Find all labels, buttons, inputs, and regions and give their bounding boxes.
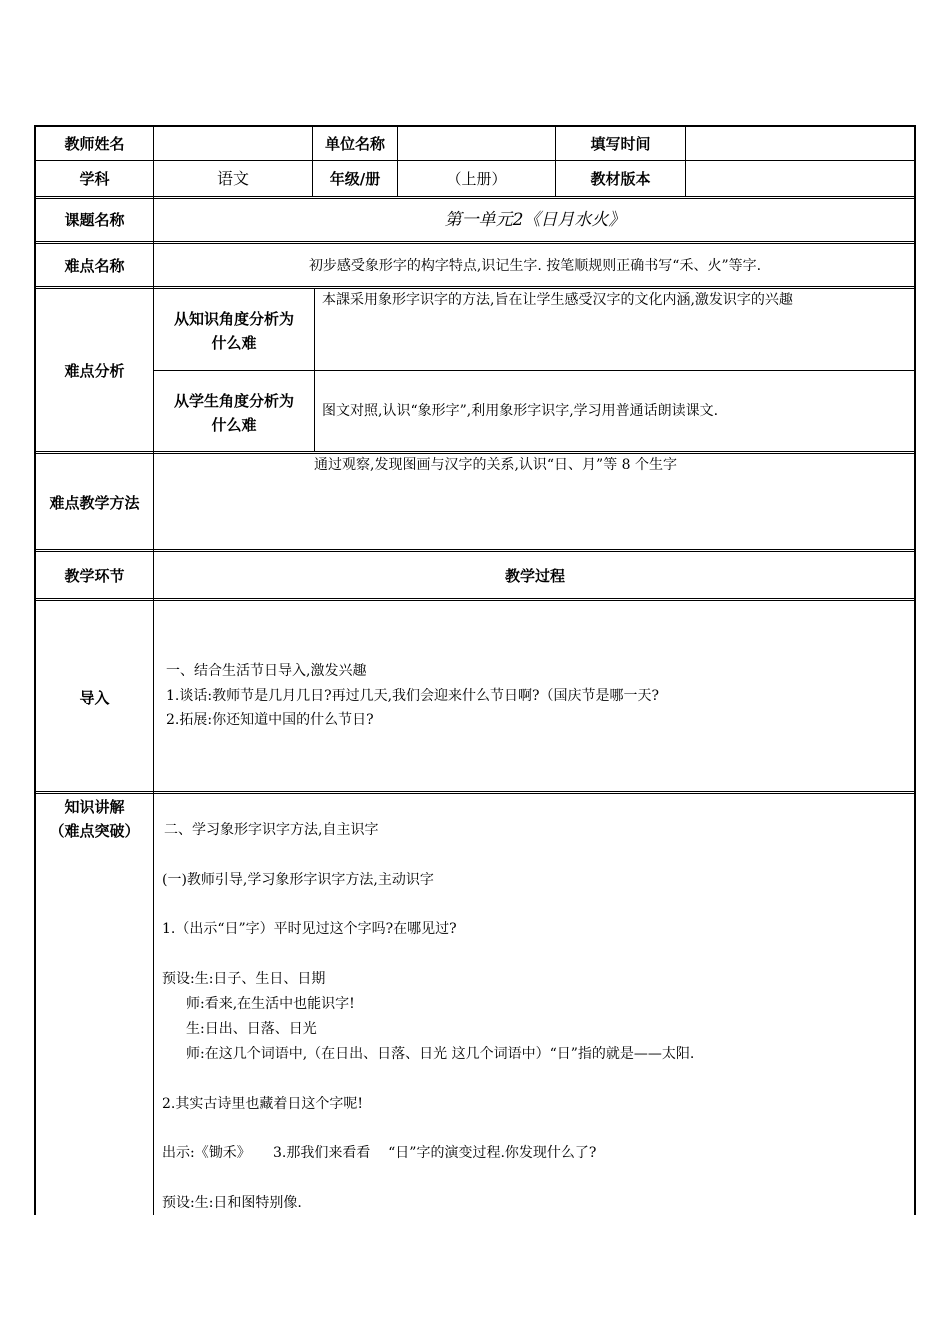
textbook-label: 教材版本 <box>590 170 651 188</box>
fill-time-label: 填写时间 <box>590 135 651 153</box>
row-divider <box>34 243 916 244</box>
knowledge-angle-value: 本課采用象形字识字的方法,旨在让学生感受汉字的文化内涵,激发识字的兴趣 <box>322 292 793 308</box>
difficulty-name-label: 难点名称 <box>64 257 125 275</box>
intro-line: 1.谈话:教师节是几月几日?再过几天,我们会迎来什么节日啊?（国庆节是哪一天? <box>166 688 660 704</box>
teaching-process-header: 教学过程 <box>504 567 565 585</box>
row-divider <box>34 453 916 454</box>
knowledge-label-line2: （难点突破） <box>49 822 140 840</box>
knowledge-line: 预设:生:日子、生日、日期 <box>162 971 326 987</box>
knowledge-line: 二、学习象形字识字方法,自主识字 <box>164 822 379 838</box>
knowledge-line: 生:日出、日落、日光 <box>186 1021 317 1037</box>
lesson-label: 课题名称 <box>64 211 125 229</box>
column-divider <box>153 125 154 1215</box>
column-divider <box>685 125 686 197</box>
row-divider <box>34 286 916 287</box>
knowledge-line: 师:在这几个词语中,（在日出、日落、日光 这几个词语中）“日”指的就是——太阳. <box>186 1046 695 1062</box>
row-divider <box>34 551 916 552</box>
knowledge-line: (一)教师引导,学习象形字识字方法,主动识字 <box>162 872 434 888</box>
teacher-name-label: 教师姓名 <box>64 135 125 153</box>
row-divider <box>34 241 916 242</box>
teaching-method-value: 通过观察,发现图画与汉字的关系,认识“日、月”等 8 个生字 <box>314 457 678 473</box>
knowledge-line: 出示:《锄禾》 3.那我们来看看 “日”字的演变过程.你发现什么了? <box>162 1145 597 1161</box>
teaching-stage-header: 教学环节 <box>64 567 125 585</box>
difficulty-name-value: 初步感受象形字的构字特点,识记生字. 按笔顺规则正确书写“禾、火”等字. <box>308 258 762 274</box>
row-divider <box>34 288 916 289</box>
student-angle-label-line1: 从学生角度分析为 <box>173 392 294 410</box>
intro-line: 一、结合生活节日导入,激发兴趣 <box>166 663 367 679</box>
grade-value: （上册） <box>446 170 507 188</box>
intro-label: 导入 <box>79 689 110 707</box>
unit-name-label: 单位名称 <box>324 135 385 153</box>
grade-label: 年级/册 <box>329 170 381 188</box>
knowledge-line: 2.其实古诗里也藏着日这个字呢! <box>162 1096 363 1112</box>
lesson-title: 第一单元2《日月水火》 <box>444 210 626 230</box>
subject-label: 学科 <box>79 170 110 188</box>
subject-value: 语文 <box>216 169 249 188</box>
knowledge-line: 预设:生:日和图特别像. <box>162 1195 302 1211</box>
column-divider <box>314 288 315 452</box>
knowledge-line: 师:看来,在生活中也能识字! <box>186 996 355 1012</box>
row-divider <box>34 160 916 161</box>
student-angle-label-line2: 什么难 <box>211 416 257 434</box>
row-divider <box>154 370 916 371</box>
row-divider <box>34 198 916 199</box>
knowledge-angle-label-line1: 从知识角度分析为 <box>173 310 294 328</box>
knowledge-label-line1: 知识讲解 <box>64 798 125 816</box>
row-divider <box>34 791 916 792</box>
row-divider <box>34 549 916 550</box>
student-angle-value: 图文对照,认识“象形字”,利用象形字识字,学习用普通话朗读课文. <box>322 403 719 419</box>
teaching-method-label: 难点教学方法 <box>49 494 140 512</box>
row-divider <box>34 598 916 599</box>
row-divider <box>34 793 916 794</box>
row-divider <box>34 600 916 601</box>
knowledge-line: 1.（出示“日”字）平时见过这个字吗?在哪见过? <box>162 921 457 937</box>
difficulty-analysis-label: 难点分析 <box>64 362 125 380</box>
knowledge-angle-label-line2: 什么难 <box>211 334 257 352</box>
intro-line: 2.拓展:你还知道中国的什么节日? <box>166 712 374 728</box>
row-divider <box>34 451 916 452</box>
row-divider <box>34 196 916 197</box>
